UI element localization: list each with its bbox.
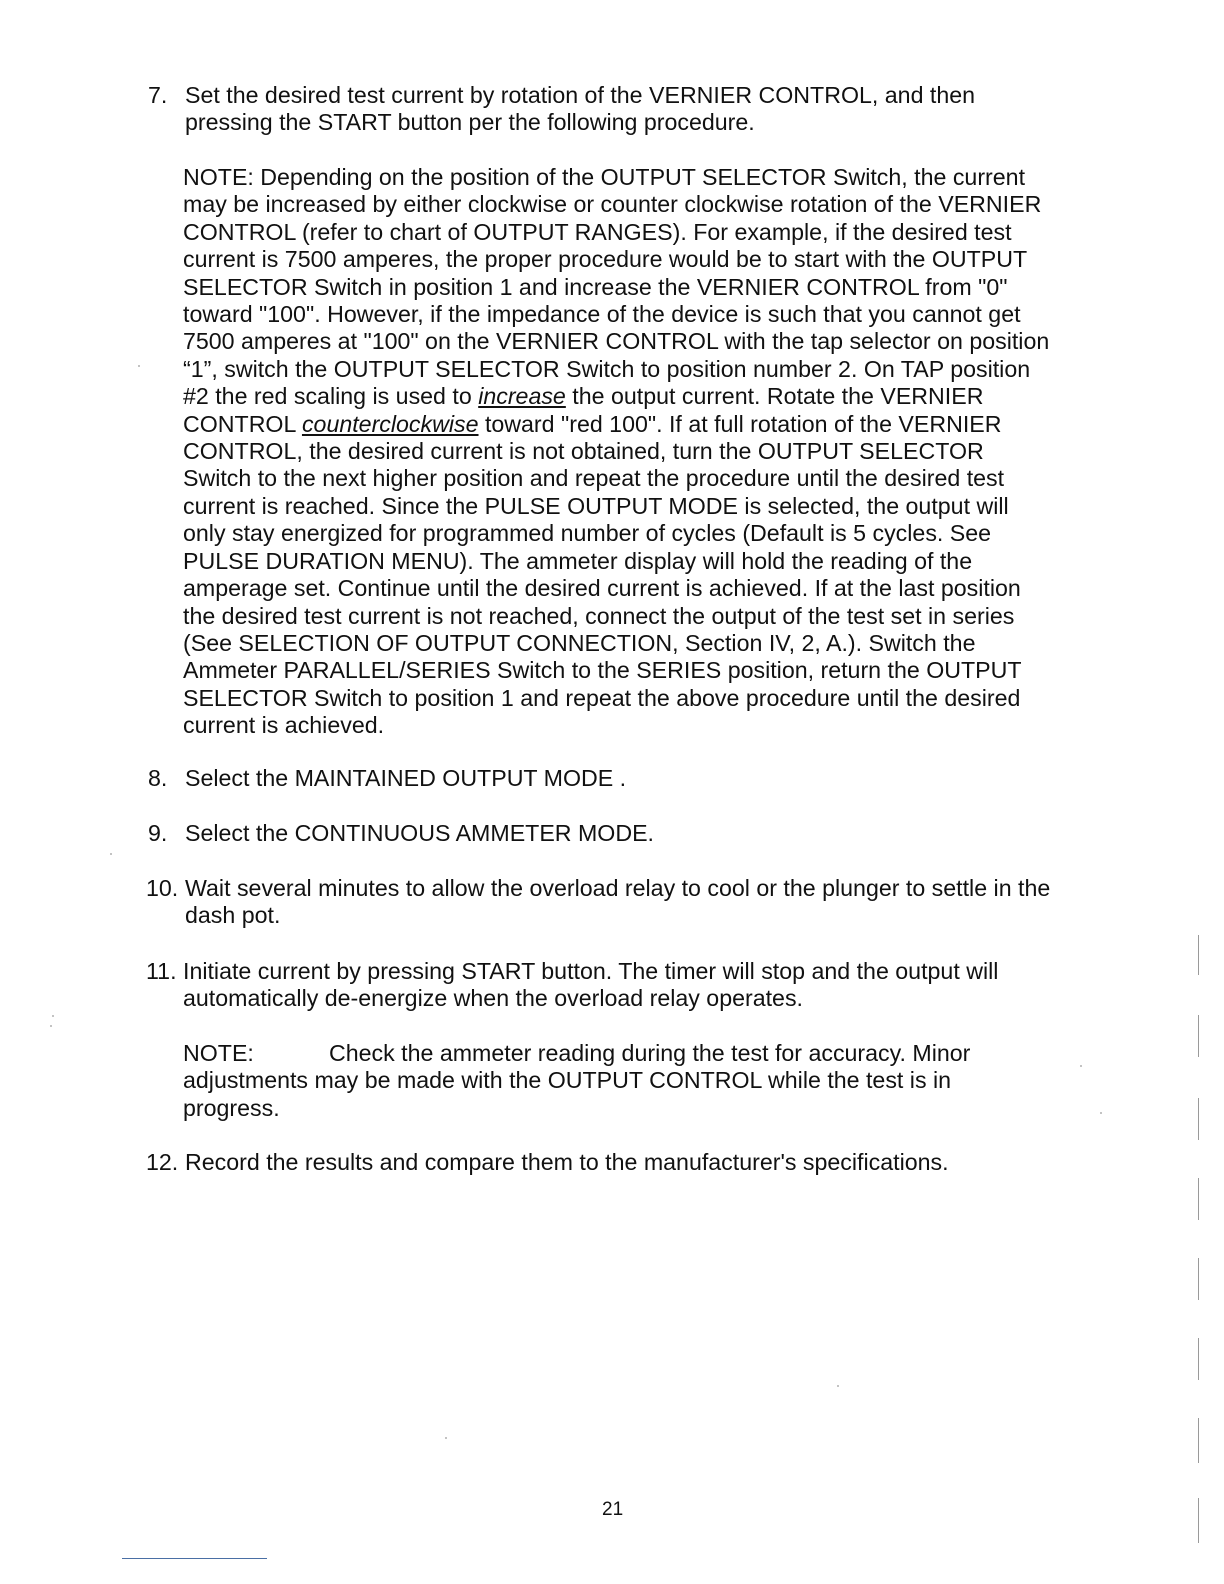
text-line: CONTROL (refer to chart of OUTPUT RANGES). For example, if the desired test (183, 218, 1012, 245)
text-line: the desired test current is not reached, connect the output of the test set in series (183, 602, 1015, 629)
text-line: current is achieved. (183, 712, 385, 739)
item-text (185, 82, 1105, 137)
text-line: SELECTOR Switch in position 1 and increase the VERNIER CONTROL from "0" (183, 273, 1008, 300)
item-text (185, 820, 1105, 847)
scan-mark (1198, 1418, 1199, 1463)
item-number: 7. (148, 82, 168, 108)
text-line: Initiate current by pressing START button. The timer will stop and the output will (183, 958, 999, 984)
text-line: Switch to the next higher position and repeat the procedure until the desired test (183, 465, 1005, 492)
scan-speck (52, 1015, 54, 1017)
text-line (183, 411, 1103, 438)
scan-mark (1198, 1498, 1199, 1543)
item-number: 9. (148, 820, 168, 846)
text-line: 7500 amperes at "100" on the VERNIER CONTROL with the tap selector on position (183, 328, 1050, 355)
text-line: current is reached. Since the PULSE OUTPUT MODE is selected, the output will (183, 492, 1009, 519)
scan-speck (50, 1025, 52, 1027)
page-number: 21 (602, 1499, 624, 1520)
text-segment: toward "red 100". If at full rotation of the VERNIER (478, 410, 1002, 437)
emphasized-word: counterclockwise (301, 410, 479, 437)
text-line: progress. (183, 1094, 280, 1121)
text-segment: Check the ammeter reading during the test for accuracy. Minor (329, 1040, 971, 1066)
text-line: adjustments may be made with the OUTPUT CONTROL while the test is in (183, 1067, 952, 1094)
text-line: toward "100". However, if the impedance of the device is such that you cannot get (183, 301, 1021, 328)
scan-mark (1198, 1258, 1199, 1300)
note-paragraph (183, 1040, 1103, 1122)
item-text (183, 958, 1103, 1013)
text-line: (See SELECTION OF OUTPUT CONNECTION, Section IV, 2, A.). Switch the (183, 629, 976, 656)
text-line: dash pot. (185, 902, 281, 929)
scan-mark (1198, 935, 1199, 975)
scan-speck (138, 365, 140, 367)
item-number: 8. (148, 765, 168, 791)
text-line (183, 1040, 1103, 1067)
item-text (185, 875, 1145, 930)
text-segment: the output current. Rotate the VERNIER (565, 383, 984, 410)
text-segment: CONTROL (183, 410, 302, 437)
scan-speck (445, 1437, 447, 1439)
text-line: current is 7500 amperes, the proper procedure would be to start with the OUTPUT (183, 246, 1028, 273)
text-line: SELECTOR Switch to position 1 and repeat the above procedure until the desired (183, 684, 1021, 711)
footer-rule (122, 1558, 267, 1559)
text-line: Wait several minutes to allow the overload relay to cool or the plunger to settle in the (185, 875, 1051, 901)
emphasized-word: increase (478, 383, 566, 410)
text-line: amperage set. Continue until the desired current is achieved. If at the last position (183, 575, 1021, 602)
note-paragraph (183, 164, 1103, 740)
item-text (185, 1149, 1105, 1176)
text-line: CONTROL, the desired current is not obtained, turn the OUTPUT SELECTOR (183, 438, 984, 465)
text-line: PULSE DURATION MENU). The ammeter display will hold the reading of the (183, 547, 973, 574)
scan-speck (110, 853, 112, 855)
text-segment: #2 the red scaling is used to (183, 383, 479, 410)
text-line: may be increased by either clockwise or counter clockwise rotation of the VERNIER (183, 191, 1042, 218)
scan-speck (837, 1385, 839, 1387)
text-line: Ammeter PARALLEL/SERIES Switch to the SERIES position, return the OUTPUT (183, 657, 1022, 684)
scan-speck (1080, 1065, 1082, 1067)
text-line: Record the results and compare them to the manufacturer's specifications. (185, 1149, 949, 1175)
item-number: 12. (146, 1149, 179, 1175)
text-line: Select the MAINTAINED OUTPUT MODE . (185, 765, 627, 791)
text-line: “1”, switch the OUTPUT SELECTOR Switch to position number 2. On TAP position (183, 355, 1031, 382)
text-line: NOTE: Depending on the position of the OUTPUT SELECTOR Switch, the current (183, 164, 1026, 190)
text-line: pressing the START button per the following procedure. (185, 109, 755, 136)
item-text (185, 765, 1105, 792)
text-line (183, 383, 1103, 410)
note-label: NOTE: (183, 1040, 254, 1066)
item-number: 11. (146, 958, 177, 984)
text-line: Set the desired test current by rotation of the VERNIER CONTROL, and then (185, 82, 976, 108)
item-number: 10. (146, 875, 179, 901)
scan-mark (1198, 1015, 1199, 1057)
text-line: Select the CONTINUOUS AMMETER MODE. (185, 820, 654, 846)
scan-speck (1100, 1112, 1102, 1114)
scan-mark (1198, 1338, 1199, 1380)
text-line: automatically de-energize when the overload relay operates. (183, 985, 803, 1012)
text-line: only stay energized for programmed number of cycles (Default is 5 cycles. See (183, 520, 992, 547)
scan-mark (1198, 1178, 1199, 1220)
scan-mark (1198, 1098, 1199, 1140)
